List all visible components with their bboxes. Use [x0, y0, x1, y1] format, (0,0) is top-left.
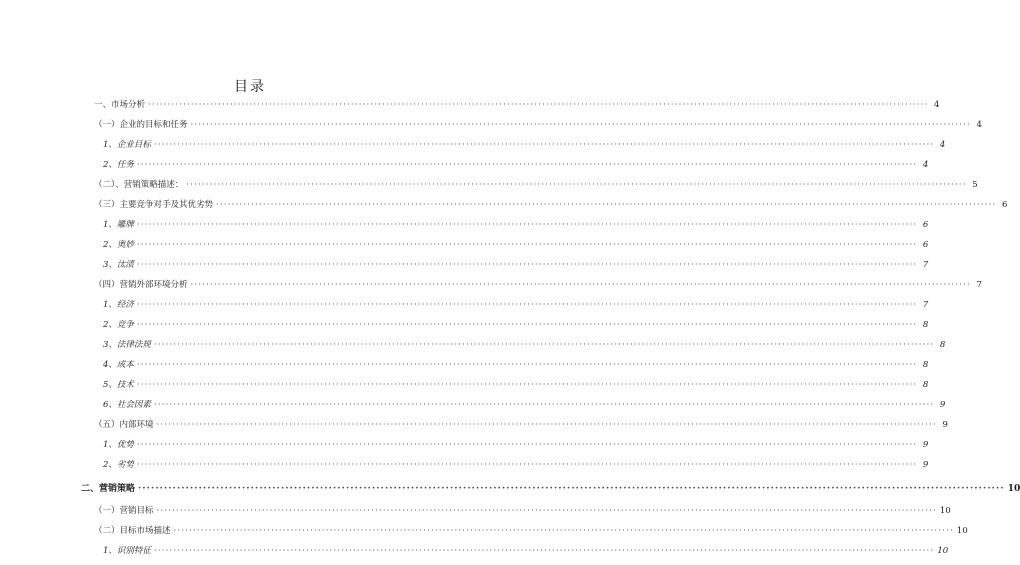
- toc-entry-page-number: 6: [1001, 200, 1008, 210]
- toc-entry-page-number: 8: [922, 380, 929, 390]
- toc-entry: [103, 140, 946, 151]
- dot-leader: ········································································································································································································: [186, 180, 967, 190]
- toc-entry: [94, 200, 1008, 211]
- toc-entry-page-number: 7: [976, 280, 982, 290]
- toc-entry-label: （二）目标市场描述: [94, 526, 171, 536]
- toc-entry-page-number: 10: [956, 526, 968, 536]
- toc-entry: [103, 260, 929, 271]
- toc-entry-label: 1、优势: [103, 440, 134, 450]
- toc-entry-page-number: 4: [939, 140, 946, 150]
- toc-entry-page-number: 6: [922, 220, 929, 230]
- toc-entry-page-number: 10: [937, 546, 949, 556]
- toc-entry-page-number: 6: [922, 240, 929, 250]
- dot-leader: ········································································································································································································: [173, 526, 954, 536]
- toc-entry-label: 2、奥妙: [103, 240, 134, 250]
- toc-entry-label: 一、市场分析: [94, 100, 146, 110]
- toc-entry: [103, 380, 929, 391]
- toc-entry: [94, 280, 982, 291]
- dot-leader: ········································································································································································································: [136, 360, 918, 370]
- dot-leader: ········································································································································································································: [153, 340, 935, 350]
- toc-entry: [103, 300, 929, 311]
- toc-entry-label: 6、社会因素: [103, 400, 151, 410]
- toc-entry-page-number: 5: [972, 180, 978, 190]
- toc-entry-label: 4、成本: [103, 360, 134, 370]
- toc-entry-label: （三）主要竞争对手及其优劣势: [94, 200, 214, 210]
- toc-entry: [103, 400, 946, 411]
- toc-entry-label: 2、劣势: [103, 460, 134, 470]
- toc-entry-label: 2、任务: [103, 160, 134, 170]
- toc-entry-page-number: 9: [922, 460, 929, 470]
- toc-entry-label: 1、雕牌: [103, 220, 134, 230]
- toc-entry-page-number: 4: [976, 120, 982, 130]
- toc-entry-label: （一）营销目标: [94, 506, 154, 516]
- toc-entry-page-number: 8: [922, 320, 929, 330]
- toc-entry-page-number: 9: [942, 420, 948, 430]
- toc-entry: [103, 320, 929, 331]
- dot-leader: ········································································································································································································: [216, 200, 997, 210]
- toc-entry-page-number: 9: [922, 440, 929, 450]
- toc-entry-label: 1、经济: [103, 300, 134, 310]
- toc-entry-page-number: 7: [922, 260, 929, 270]
- toc-entry-label: 1、识别特征: [103, 546, 151, 556]
- dot-leader: ········································································································································································································: [136, 300, 918, 310]
- dot-leader: ········································································································································································································: [138, 484, 1005, 494]
- toc-entry: [94, 526, 968, 537]
- toc-entry: [103, 340, 946, 351]
- toc-entry-label: （一）企业的目标和任务: [94, 120, 188, 130]
- dot-leader: ········································································································································································································: [136, 380, 918, 390]
- dot-leader: ········································································································································································································: [156, 506, 937, 516]
- dot-leader: ········································································································································································································: [136, 440, 918, 450]
- toc-entry-page-number: 7: [922, 300, 929, 310]
- toc-entry-page-number: 4: [922, 160, 929, 170]
- dot-leader: ········································································································································································································: [136, 240, 918, 250]
- dot-leader: ········································································································································································································: [136, 160, 918, 170]
- dot-leader: ········································································································································································································: [153, 140, 935, 150]
- toc-entry-label: （四）营销外部环境分析: [94, 280, 188, 290]
- toc-entry-label: （二）、营销策略描述：: [94, 180, 184, 190]
- dot-leader: ········································································································································································································: [153, 546, 935, 556]
- toc-entry-label: （五）内部环境: [94, 420, 154, 430]
- toc-entry-label: 2、竞争: [103, 320, 134, 330]
- toc-entry: [103, 240, 929, 251]
- dot-leader: ········································································································································································································: [190, 120, 971, 130]
- toc-entry: [103, 160, 929, 171]
- toc-entry: [103, 360, 929, 371]
- toc-entry: [94, 100, 940, 111]
- toc-entry: [103, 546, 949, 557]
- dot-leader: ········································································································································································································: [148, 100, 929, 110]
- toc-entry-label: 1、企业目标: [103, 140, 151, 150]
- toc-entry: [81, 484, 1020, 495]
- dot-leader: ········································································································································································································: [136, 320, 918, 330]
- toc-entry-page-number: 4: [933, 100, 940, 110]
- toc-entry-page-number: 10: [1007, 484, 1020, 494]
- toc-entry-page-number: 10: [939, 506, 951, 516]
- dot-leader: ········································································································································································································: [153, 400, 935, 410]
- toc-entry-label: 5、技术: [103, 380, 134, 390]
- toc-entry: [94, 506, 951, 517]
- toc-entry-page-number: 8: [939, 340, 946, 350]
- toc-entry-label: 3、法律法规: [103, 340, 151, 350]
- toc-entry-label: 3、汰渍: [103, 260, 134, 270]
- dot-leader: ········································································································································································································: [136, 220, 918, 230]
- dot-leader: ········································································································································································································: [136, 460, 918, 470]
- toc-entry-page-number: 8: [922, 360, 929, 370]
- toc-entry: [103, 440, 929, 451]
- toc-title: 目录: [234, 79, 266, 95]
- dot-leader: ········································································································································································································: [156, 420, 937, 430]
- toc-entry: [103, 220, 929, 231]
- toc-entry: [103, 460, 929, 471]
- toc-entry-label: 二、营销策略: [81, 484, 136, 494]
- dot-leader: ········································································································································································································: [136, 260, 918, 270]
- toc-entry: [94, 120, 982, 131]
- dot-leader: ········································································································································································································: [190, 280, 971, 290]
- toc-entry: [94, 420, 948, 431]
- toc-entry: [94, 180, 978, 191]
- toc-entry-page-number: 9: [939, 400, 946, 410]
